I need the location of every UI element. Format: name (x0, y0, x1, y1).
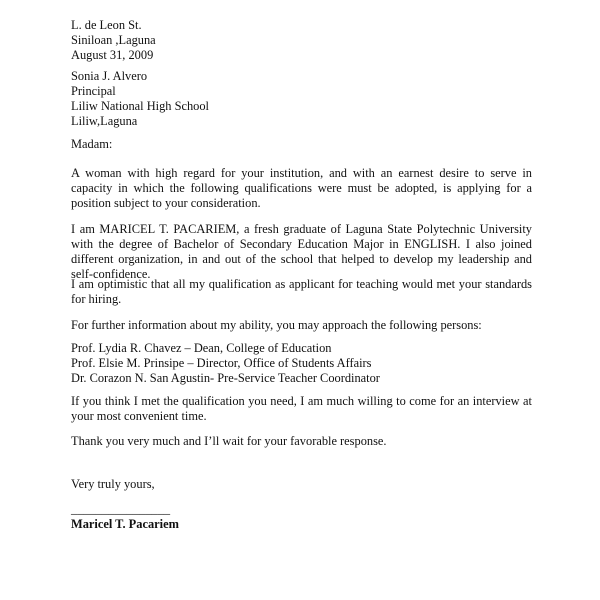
closing-paragraph-thanks: Thank you very much and I’ll wait for your favorable response. (71, 434, 387, 448)
reference-item: Prof. Lydia R. Chavez – Dean, College of Education (71, 341, 332, 355)
salutation: Madam: (71, 137, 113, 151)
reference-list (71, 341, 532, 386)
letter-date: August 31, 2009 (71, 48, 154, 62)
signature-line: ________________ (71, 502, 171, 516)
body-paragraph-optimism: I am optimistic that all my qualification as applicant for teaching would met your standards for hiring. (71, 277, 532, 306)
recipient-school: Liliw National High School (71, 99, 210, 113)
sender-town: Siniloan ,Laguna (71, 33, 156, 47)
reference-item: Dr. Corazon N. San Agustin- Pre-Service Teacher Coordinator (71, 371, 380, 385)
signature-name: Maricel T. Pacariem (71, 517, 179, 531)
closing-paragraph-interview: If you think I met the qualification you need, I am much willing to come for an interview at your most convenient time. (71, 394, 532, 423)
recipient-address (71, 69, 532, 129)
recipient-name: Sonia J. Alvero (71, 69, 148, 83)
recipient-location: Liliw,Laguna (71, 114, 138, 128)
signature-block (71, 502, 532, 532)
body-paragraph-background: I am MARICEL T. PACARIEM, a fresh graduate of Laguna State Polytechnic University with the degree of Bachelor of Secondary Education Major in ENGLISH. I also joined different organization, in and out of the school that helped to develop my leadership and self-confidence. (71, 222, 532, 281)
complimentary-close: Very truly yours, (71, 477, 155, 491)
sender-street: L. de Leon St. (71, 18, 142, 32)
body-paragraph-intro: A woman with high regard for your institution, and with an earnest desire to serve in capacity in which the following qualifications were must be adopted, is applying for a position subject to your consideration. (71, 166, 532, 210)
recipient-title: Principal (71, 84, 116, 98)
reference-item: Prof. Elsie M. Prinsipe – Director, Office of Students Affairs (71, 356, 372, 370)
body-paragraph-references-intro: For further information about my ability, you may approach the following persons: (71, 318, 482, 332)
sender-address (71, 18, 532, 63)
